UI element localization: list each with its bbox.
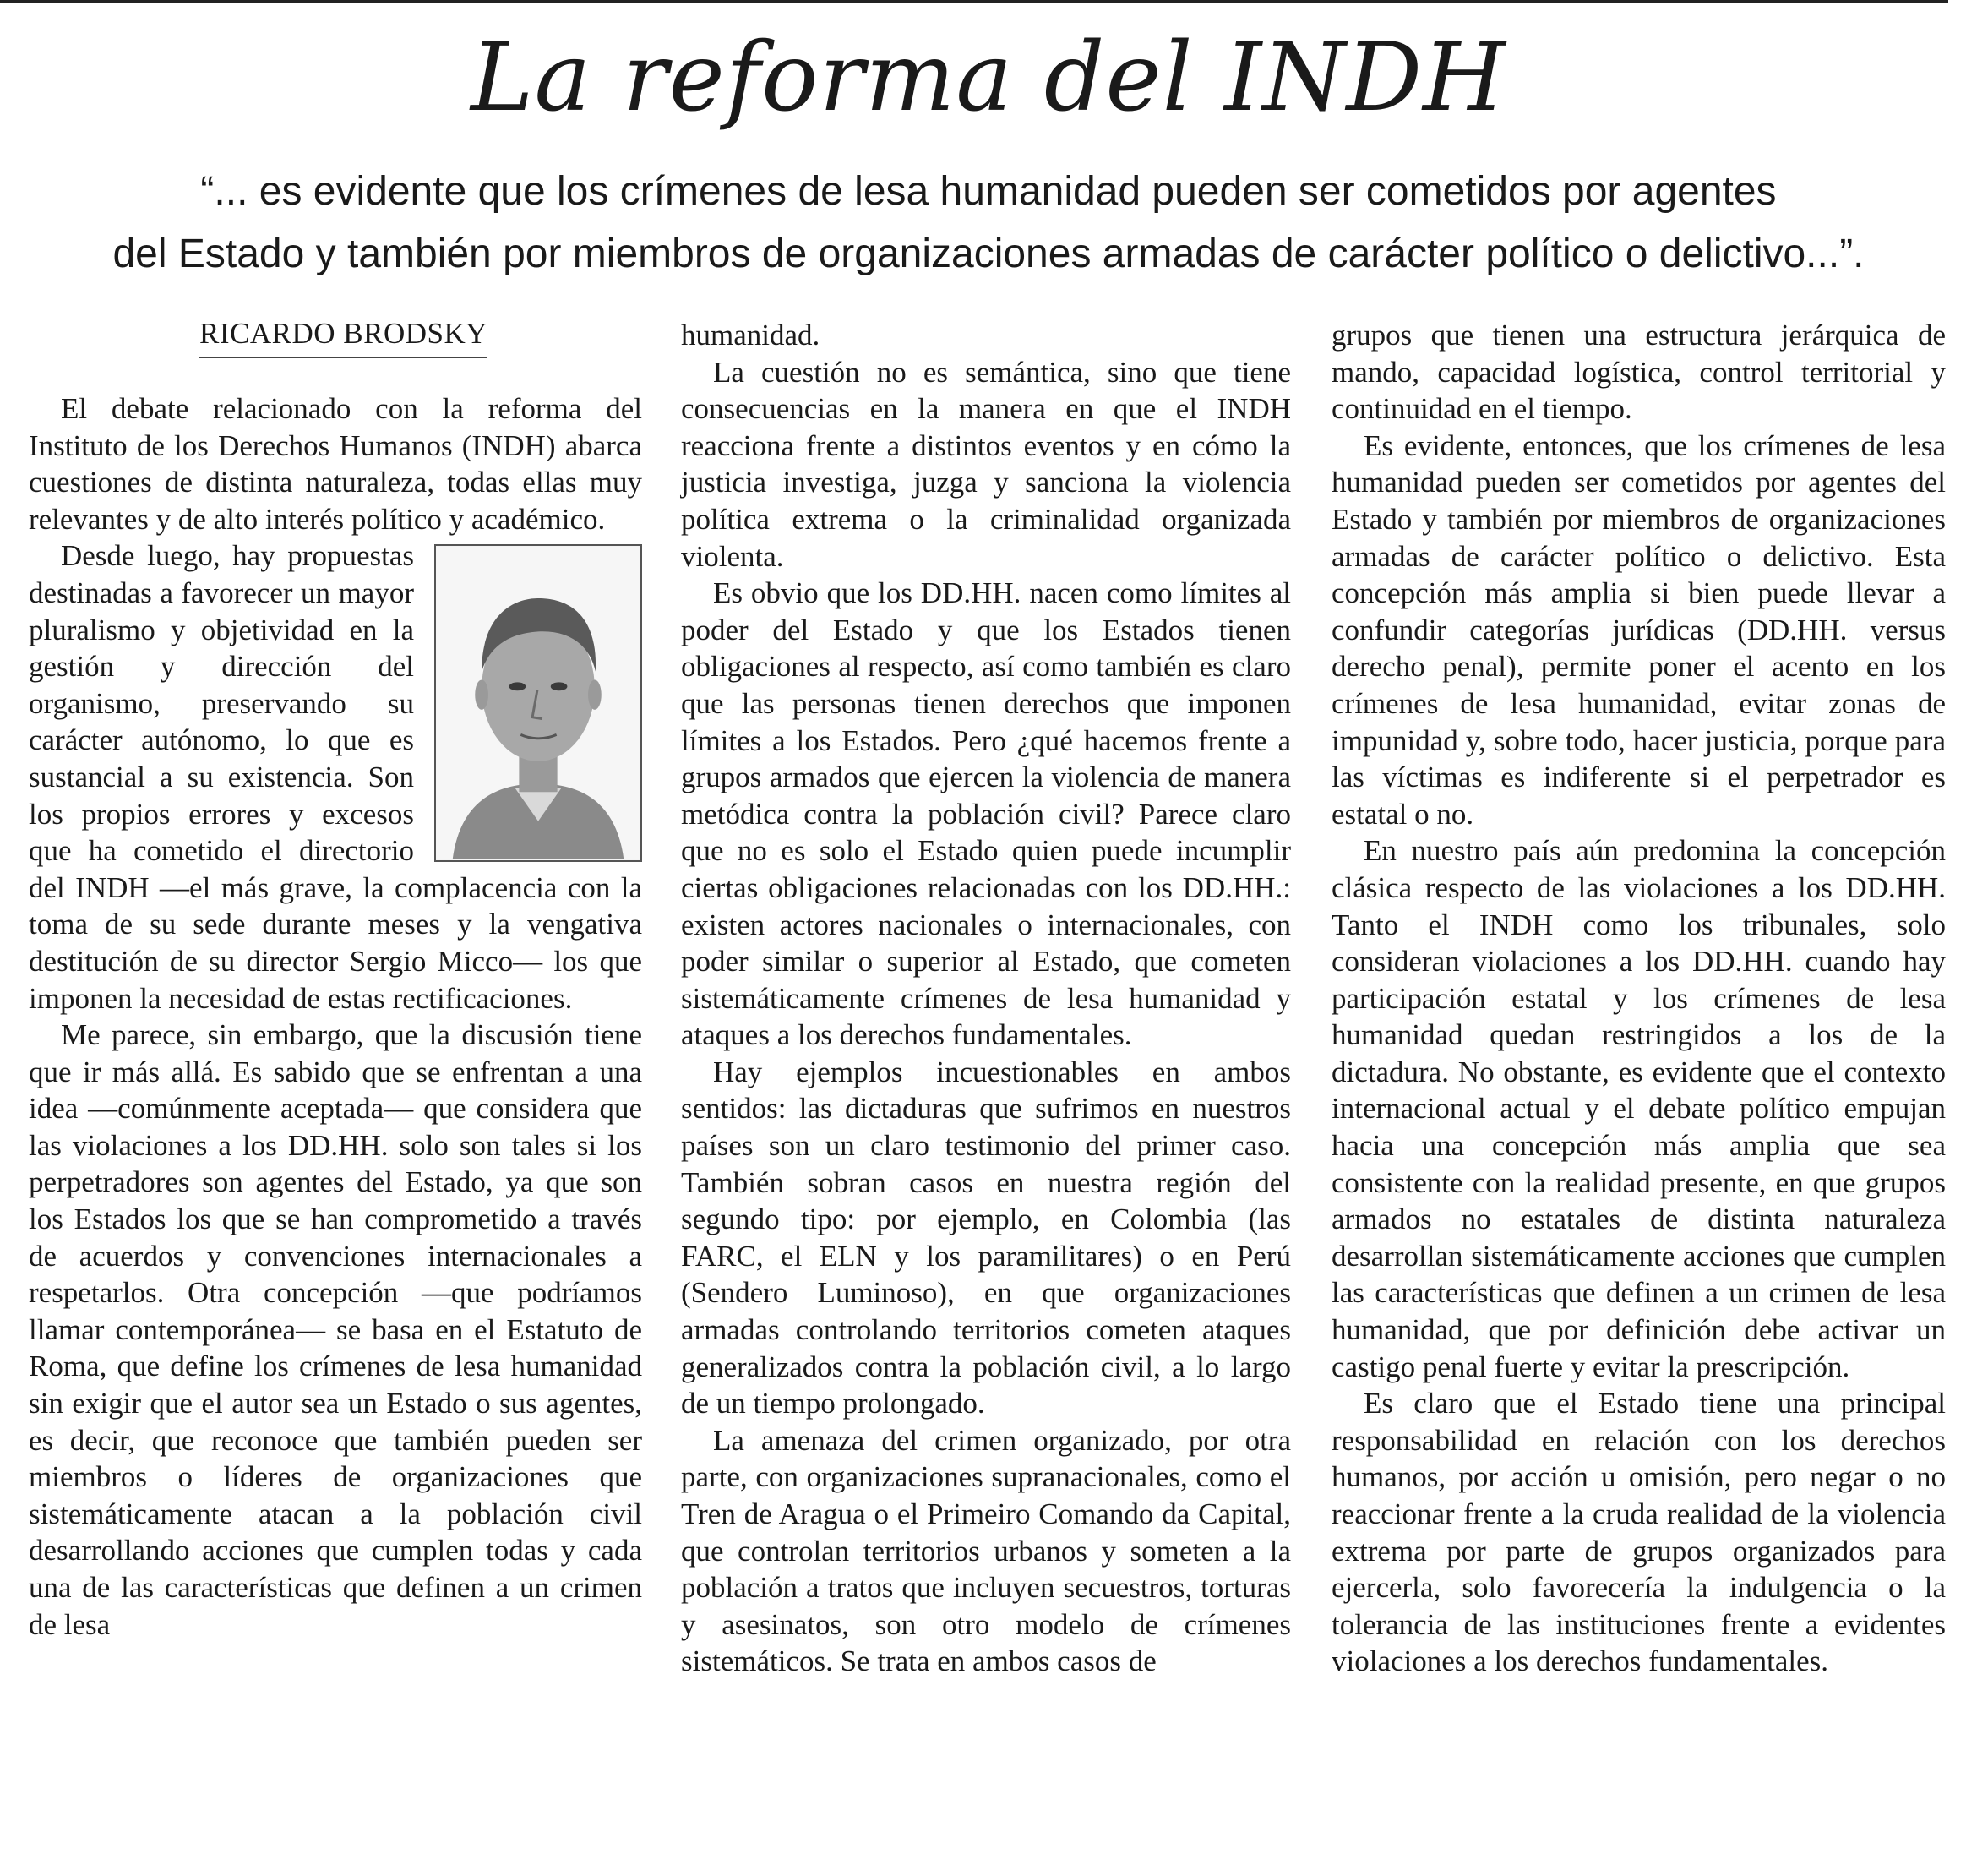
article-column-2 (681, 317, 1291, 1680)
paragraph: Es evidente, entonces, que los crímenes de lesa humanidad pueden ser cometidos por agentes del Estado y también por miembros de organizaciones armadas de carácter político o delictivo. Esta concepción más amplia si bien puede llevar a confundir categorías jurídicas (DD.HH. versus derecho penal), permite poner el acento en los crímenes de lesa humanidad, evitar zonas de impunidad y, sobre todo, hacer justicia, porque para las víctimas es indiferente si el perpetrador es estatal o no. (1332, 428, 1946, 831)
paragraph: Hay ejemplos incuestionables en ambos sentidos: las dictaduras que sufrimos en nuestros países son un claro testimonio del primer caso. También sobran casos en nuestra región del segundo tipo: por ejemplo, en Colombia (las FARC, el ELN y los paramilitares) o en Perú (Sendero Luminoso), en que organizaciones armadas controlando territorios cometen ataques generalizados contra la población civil, a lo largo de un tiempo prolongado. (681, 1055, 1291, 1421)
paragraph: La amenaza del crimen organizado, por otra parte, con organizaciones supranacionales, como el Tren de Aragua o el Primeiro Comando da Capital, que controlan territorios urbanos y someten a la población a tratos que incluyen secuestros, torturas y asesinatos, son otro modelo de crímenes sistemáticos. Se trata en ambos casos de (681, 1423, 1291, 1678)
paragraph: humanidad. (681, 319, 820, 352)
headline: La reforma del INDH (471, 23, 1506, 133)
paragraph: El debate relacionado con la reforma del Instituto de los Derechos Humanos (INDH) abarca cuestiones de distinta naturaleza, todas ellas muy relevantes y de alto interés político y académico. (29, 392, 642, 536)
byline: RICARDO BRODSKY (199, 314, 487, 358)
author-photo-icon (436, 546, 640, 860)
article-column-3 (1332, 317, 1946, 1680)
article-column-1 (29, 390, 642, 1643)
author-photo (434, 544, 642, 862)
paragraph: Me parece, sin embargo, que la discusión tiene que ir más allá. Es sabido que se enfrentan a una idea —comúnmente aceptada— que considera que las violaciones a los DD.HH. solo son tales si los perpetradores son agentes del Estado, ya que son los Estados los que se han comprometido a través de acuerdos y convenciones internacionales a respetarlos. Otra concepción —que podríamos llamar contemporánea— se basa en el Estatuto de Roma, que define los crímenes de lesa humanidad sin exigir que el autor sea un Estado o sus agentes, es decir, que reconoce que también pueden ser miembros o líderes de organizaciones que sistemáticamente atacan a la población civil desarrollando acciones que cumplen todas y cada una de las características que definen a un crimen de lesa (29, 1018, 642, 1641)
paragraph: En nuestro país aún predomina la concepción clásica respecto de las violaciones a los DD.HH. Tanto el INDH como los tribunales, solo consideran violaciones a los DD.HH. cuando hay participación estatal y los crímenes de lesa humanidad quedan restringidos a los de la dictadura. No obstante, es evidente que el contexto internacional actual y el debate político empujan hacia una concepción más amplia que sea consistente con la realidad presente, en que grupos armados no estatales de distinta naturaleza desarrollan sistemáticamente acciones que cumplen las características que definen a un crimen de lesa humanidad, que por definición debe activar un castigo penal fuerte y evitar la prescripción. (1332, 834, 1946, 1383)
paragraph: Es obvio que los DD.HH. nacen como límites al poder del Estado y que los Estados tienen obligaciones al respecto, así como también es claro que las personas tienen derechos que imponen límites a los Estados. Pero ¿qué hacemos frente a grupos armados que ejercen la violencia de manera metódica contra la población civil? Parece claro que no es solo el Estado quien puede incumplir ciertas obligaciones relacionadas con los DD.HH.: existen actores nacionales o internacionales, con poder similar o superior al Estado, que cometen sistemáticamente crímenes de lesa humanidad y ataques a los derechos fundamentales. (681, 576, 1291, 1052)
top-rule (0, 0, 1948, 3)
paragraph: La cuestión no es semántica, sino que tiene consecuencias en la manera en que el INDH reacciona frente a distintos eventos y en cómo la justicia investiga, juzga y sanciona la violencia política extrema o la criminalidad organizada violenta. (681, 355, 1291, 573)
pull-quote-line: “... es evidente que los crímenes de lesa humanidad pueden ser cometidos por agentes (200, 169, 1777, 214)
paragraph: Es claro que el Estado tiene una principal responsabilidad en relación con los derechos humanos, por acción u omisión, pero negar o no reaccionar frente a la cruda realidad de la violencia extrema por parte de grupos organizados para ejercerla, solo favorecería la indulgencia o la tolerancia de las instituciones frente a evidentes violaciones a los derechos fundamentales. (1332, 1387, 1946, 1678)
pull-quote (51, 161, 1926, 286)
paragraph: Desde luego, hay propuestas destinadas a favorecer un mayor pluralismo y objetividad en la gestión y dirección del organismo, preservando su carácter autónomo, lo que es sustancial a su existencia. Son los propios errores y excesos que ha cometido el directorio del INDH —el más grave, la complacencia con la toma de su sede durante meses y la vengativa destitución de su director Sergio Micco— los que imponen la necesidad de estas rectificaciones. (29, 539, 642, 1015)
pull-quote-line: del Estado y también por miembros de organizaciones armadas de carácter político o delictivo...”. (112, 232, 1865, 276)
paragraph: grupos que tienen una estructura jerárquica de mando, capacidad logística, control territorial y continuidad en el tiempo. (1332, 319, 1946, 426)
